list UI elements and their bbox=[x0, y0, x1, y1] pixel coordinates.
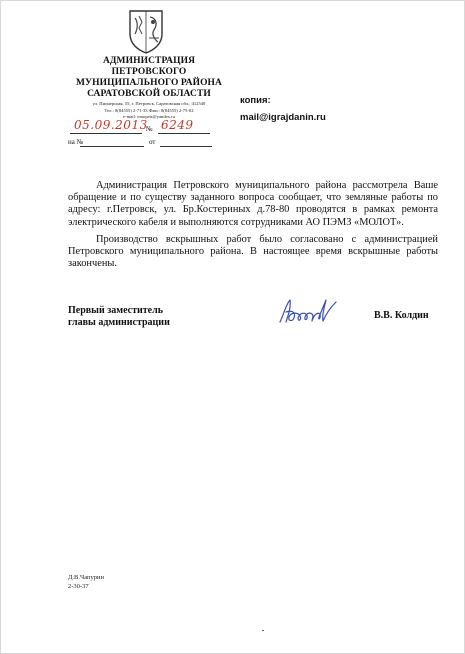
role-line: главы администрации bbox=[68, 317, 170, 328]
date-underline bbox=[70, 133, 142, 134]
number-label: № bbox=[146, 125, 153, 133]
address-line: Тел.: 8(84555) 2-71-33 Факс: 8(84555) 2-75-02 bbox=[104, 107, 194, 113]
copy-email: mail@igrajdanin.ru bbox=[240, 112, 326, 123]
role-line: Первый заместитель bbox=[68, 305, 163, 316]
coat-of-arms-icon bbox=[126, 8, 166, 54]
scan-mark bbox=[262, 630, 264, 631]
org-line: МУНИЦИПАЛЬНОГО РАЙОНА bbox=[75, 78, 223, 88]
signatory-role bbox=[68, 305, 170, 329]
org-line: ПЕТРОВСКОГО bbox=[111, 67, 187, 77]
number-underline bbox=[158, 133, 210, 134]
reply-to-number-label: на № bbox=[68, 138, 84, 146]
executor-name: Д.В.Чапурин bbox=[68, 574, 104, 581]
reply-number-underline bbox=[80, 146, 144, 147]
handwritten-signature bbox=[276, 294, 342, 326]
org-line: АДМИНИСТРАЦИЯ bbox=[102, 56, 196, 66]
letter-body bbox=[68, 180, 438, 275]
organization-name bbox=[60, 56, 238, 100]
body-paragraph: Производство вскрышных работ было согласовано с администрацией Петровского муниципального района. В настоящее время вскрышные работы закончены. bbox=[68, 233, 438, 270]
address-line: ул. Пионерская, 55, г. Петровск, Саратовская обл., 412540 bbox=[92, 101, 206, 106]
executor-info bbox=[68, 573, 104, 591]
copy-label: копия: bbox=[240, 95, 271, 106]
body-paragraph: Администрация Петровского муниципального района рассмотрела Ваше обращение и по существу заданного вопроса сообщает, что земляные работы по адресу: г.Петровск, ул. Бр.Костериных д.78-80 проводятся в рамках ремонта электрического кабеля и выполняются сотрудниками АО ПЭМЗ «МОЛОТ». bbox=[68, 180, 438, 228]
executor-phone: 2-30-37 bbox=[68, 583, 89, 590]
signatory-name: В.В. Колдин bbox=[374, 310, 429, 321]
address-line: e-mail: omopetr@yandex.ru bbox=[123, 114, 175, 120]
reply-from-label: от bbox=[149, 138, 156, 146]
reply-date-underline bbox=[160, 146, 212, 147]
org-line: САРАТОВСКОЙ ОБЛАСТИ bbox=[87, 89, 211, 99]
handwritten-number: 6249 bbox=[161, 118, 194, 132]
handwritten-date: 05.09.2013 bbox=[74, 118, 148, 132]
